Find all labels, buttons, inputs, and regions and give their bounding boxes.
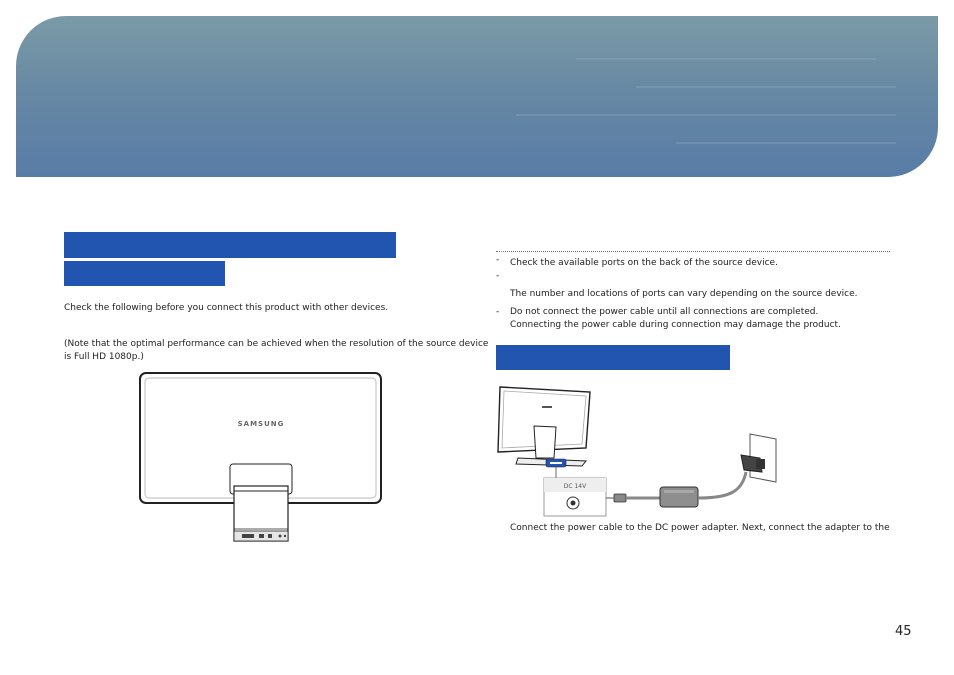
bullet-text: Connecting the power cable during connection may damage the product. (510, 320, 841, 330)
port-label: DC 14V (563, 483, 587, 490)
section-heading-bar (496, 345, 730, 370)
caption-text: Connect the power cable to the DC power adapter. Next, connect the adapter to the (510, 523, 890, 533)
section-heading-bar (64, 232, 396, 258)
bullet-text: Do not connect the power cable until all connections are completed. (510, 307, 819, 317)
page-number: 45 (895, 624, 912, 639)
note-text-line2: is Full HD 1080p.) (64, 352, 144, 362)
bullet-mark: - (496, 255, 500, 265)
section-divider (496, 251, 890, 252)
monitor-brand-label: SAMSUNG (237, 420, 285, 428)
bullet-mark: - (496, 271, 500, 281)
banner-streak (676, 142, 896, 144)
banner-streak (636, 86, 896, 88)
bullet-mark: - (496, 307, 500, 317)
header-banner (16, 16, 938, 177)
power-connection-illustration (494, 382, 784, 518)
bullet-text: The number and locations of ports can vary depending on the source device. (510, 289, 858, 299)
banner-streak (576, 58, 876, 60)
monitor-rear-illustration (138, 371, 384, 543)
bullet-text: Check the available ports on the back of the source device. (510, 258, 778, 268)
note-text-line1: (Note that the optimal performance can be achieved when the resolution of the source device (64, 339, 489, 349)
subsection-heading-bar (64, 261, 225, 286)
intro-text: Check the following before you connect this product with other devices. (64, 303, 389, 313)
banner-streak (516, 114, 896, 116)
